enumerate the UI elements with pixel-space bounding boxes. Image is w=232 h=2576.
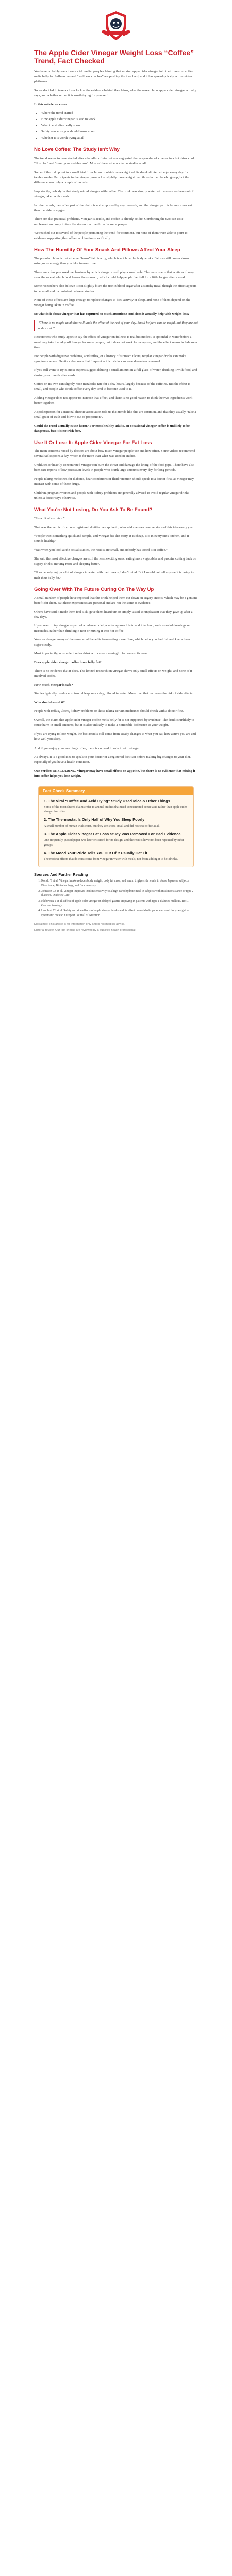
fact-item-text: One frequently quoted paper was later criticised for its design, and the results have not been repeated by other groups. xyxy=(44,838,184,847)
toc-heading: In this article we cover: xyxy=(34,103,69,107)
closing-paragraph: As always, it is a good idea to speak to your doctor or a registered dietitian before making big changes to your diet, especially if you have a health condition. xyxy=(34,755,191,764)
source-link[interactable]: 3. Hlebowicz J et al. Effect of apple cider vinegar on delayed gastric emptying in patients with type 1 diabetes mellitus. BMC Gastroenterology. xyxy=(41,899,198,908)
fact-check-summary-box xyxy=(38,786,194,868)
fact-item xyxy=(39,795,193,815)
fact-item-heading: 4. The Mood Your Pride Tells You Out Of It Usually Get Fit xyxy=(44,850,147,855)
fact-item-text: A small number of human trials exist, but they are short, small and did not test coffee at all. xyxy=(44,824,161,828)
section-heading: How The Humility Of Your Snack And Pillows Affect Your Sleep xyxy=(34,247,180,253)
callout-text: So what is it about vinegar that has captured so much attention? And does it actually help with weight loss? xyxy=(34,312,190,316)
section-paragraph: Some researchers also believe it can slightly blunt the rise in blood sugar after a starchy meal, though the effect appears to be small and inconsistent between studies. xyxy=(34,284,197,294)
fact-item xyxy=(39,814,193,828)
body-paragraph: If you still want to try it, most experts suggest diluting a small amount in a full glass of water, drinking it with food, and rinsing your mouth afterwards. xyxy=(34,368,197,377)
body-paragraph: “But when you look at the actual studies, the results are small, and nobody has tested it in coffee.” xyxy=(34,548,168,552)
brand-logo-icon xyxy=(100,9,132,42)
pull-quote: “There is no magic drink that will undo the effect of the rest of your day. Small helpers can be useful, but they are not a shortcut.” xyxy=(34,320,198,331)
section-heading: What You're Not Losing, Do You Ask To Be Found? xyxy=(34,507,153,513)
footer-note: Editorial review: Our fact checks are reviewed by a qualified health professional. xyxy=(34,928,137,932)
section-heading: Going Over With The Future Curing On The Way Up xyxy=(34,586,154,592)
section-paragraph: None of these effects are large enough to replace changes to diet, activity or sleep, and none of them depend on the vinegar being taken in coffee. xyxy=(34,298,191,308)
list-item: • Whether it is worth trying at all xyxy=(41,135,198,141)
faq-question: How much vinegar is safe? xyxy=(34,683,73,687)
faq-question: Who should avoid it? xyxy=(34,701,65,705)
sources-list xyxy=(34,879,198,918)
top-bar xyxy=(0,0,232,7)
body-paragraph: “People want something quick and simple, and vinegar fits that story. It is cheap, it is in everyone's kitchen, and it sounds healthy.” xyxy=(34,534,189,543)
footer-note: Disclaimer: This article is for information only and is not medical advice. xyxy=(34,922,125,926)
list-item: • Safety concerns you should know about xyxy=(41,129,198,134)
body-paragraph: Coffee on its own can slightly raise metabolic rate for a few hours, largely because of the caffeine. But the effect is small, and people who drink coffee every day tend to become used to it. xyxy=(34,382,190,391)
body-paragraph: A small number of people have reported that the drink helped them cut down on sugary snacks, which may be a genuine benefit for them. But those experiences are personal and are not the same as evidence. xyxy=(34,596,198,605)
source-link[interactable]: 4. Launholt TL et al. Safety and side effects of apple vinegar intake and its effect on metabolic parameters and body weight: a systematic review. European Journal of Nutrition. xyxy=(41,909,198,918)
section-paragraph: There are also practical problems. Vinegar is acidic, and coffee is already acidic. Combining the two can taste unpleasant and may irritate the stomach or the throat in some people. xyxy=(34,217,184,226)
body-paragraph: If you want to try vinegar as part of a balanced diet, a safer approach is to add it to food, such as salad dressings or marinades, rather than drinking it neat or mixing it into hot coffee. xyxy=(34,624,190,633)
section-paragraph: Some of them do point to a small trial from Japan in which overweight adults drank diluted vinegar every day for twelve weeks. Participants in the vinegar groups lost slightly more weight than those in the placebo group, but the difference was only a couple of pounds. xyxy=(34,170,189,184)
sources-heading: Sources And Further Reading xyxy=(34,872,88,877)
fact-box-title: Fact Check Summary xyxy=(39,787,193,795)
body-paragraph: Undiluted or heavily concentrated vinegar can burn the throat and damage the lining of the food pipe. There have also been rare reports of low potassium levels in people who drank large amounts every day for long periods. xyxy=(34,463,195,472)
body-paragraph: For people with digestive problems, acid reflux, or a history of stomach ulcers, regular vinegar drinks can make symptoms worse. Dentists also warn that frequent acidic drinks can wear down tooth enamel. xyxy=(34,354,186,363)
closing-paragraph: Overall, the claim that apple cider vinegar coffee melts belly fat is not supported by evidence. The drink is unlikely to cause harm in small amounts, but it is also unlikely to make a noticeable difference to your weight. xyxy=(34,718,194,727)
list-item: • How apple cider vinegar is said to work xyxy=(41,117,198,122)
body-paragraph: People taking medicines for diabetes, heart conditions or fluid retention should speak to a doctor first, as vinegar may interact with some of these drugs. xyxy=(34,477,194,486)
section-paragraph: The popular claim is that vinegar “burns” fat directly, which is not how the body works. Fat loss still comes down to using more energy than you take in over time. xyxy=(34,257,193,266)
closing-paragraph: If you are trying to lose weight, the best results still come from steady changes to what you eat, how active you are and how well you sleep. xyxy=(34,732,196,741)
callout-text: Could the trend actually cause harm? For most healthy adults, an occasional vinegar coffee is unlikely to be dangerous, but it is not risk free. xyxy=(34,423,190,433)
fact-item-heading: 3. The Apple Cider Vinegar Fat Loss Study Was Removed For Bad Evidence xyxy=(44,831,181,836)
fact-item xyxy=(39,828,193,848)
faq-answer: People with reflux, ulcers, kidney problems or those taking certain medicines should check with a doctor first. xyxy=(34,709,184,714)
section-heading: Use It Or Lose It: Apple Cider Vinegar For Fat Loss xyxy=(34,439,152,446)
source-link[interactable]: 1. Kondo T et al. Vinegar intake reduces body weight, body fat mass, and serum triglyceride levels in obese Japanese subjects. Bioscience, Biotechnology, and Biochemistry. xyxy=(41,879,198,888)
faq-answer: Studies typically used one to two tablespoons a day, diluted in water. More than that increases the risk of side effects. xyxy=(34,692,194,696)
intro-paragraph: You have probably seen it on social media: people claiming that mixing apple cider vinegar into their morning coffee melts belly fat. Influencers and “wellness coaches” are pushing the idea hard, and it has spread quickly across video platforms. xyxy=(34,70,194,84)
logo-area xyxy=(0,7,232,45)
source-link[interactable]: 2. Johnston CS et al. Vinegar improves insulin sensitivity to a high-carbohydrate meal in subjects with insulin resistance or type 2 diabetes. Diabetes Care. xyxy=(41,889,198,898)
body-paragraph: That was the verdict from one registered dietitian we spoke to, who said she sees new versions of this idea every year. xyxy=(34,525,195,529)
body-paragraph: Most importantly, no single food or drink will cause meaningful fat loss on its own. xyxy=(34,652,148,656)
body-paragraph: “It's a bit of a stretch.” xyxy=(34,516,65,520)
fact-item xyxy=(39,848,193,862)
article-content xyxy=(0,48,232,933)
fact-item-text: Some of the most shared claims refer to animal studies that used concentrated acetic acid rather than apple cider vinegar in coffee. xyxy=(44,805,187,814)
body-paragraph: She said the most effective changes are still the least exciting ones: eating more vegetables and protein, cutting back on sugary drinks, moving more and sleeping better. xyxy=(34,556,196,566)
body-paragraph: Children, pregnant women and people with kidney problems are generally advised to avoid regular vinegar drinks unless a doctor says otherwise. xyxy=(34,491,189,500)
list-item: • What the studies really show xyxy=(41,123,198,128)
article-page xyxy=(0,0,232,947)
body-paragraph: A spokesperson for a national dietetic association told us that trends like this are common, and that they usually “take a small grain of truth and blow it out of proportion”. xyxy=(34,410,196,419)
intro-paragraph: So we decided to take a closer look at the evidence behind the claims, what the research on apple cider vinegar actually says, and whether or not it is worth trying for yourself. xyxy=(34,89,196,98)
section-paragraph: In other words, the coffee part of the claim is not supported by any research, and the vinegar part is far more modest than the videos suggest. xyxy=(34,203,192,212)
section-paragraph: We reached out to several of the people promoting the trend for comment, but none of them were able to point to evidence supporting the coffee combination specifically. xyxy=(34,231,188,240)
list-item: • Where the trend started xyxy=(41,111,198,116)
faq-question: Does apple cider vinegar coffee burn belly fat? xyxy=(34,660,102,665)
verdict-callout: Our verdict: MISLEADING. Vinegar may have small effects on appetite, but there is no evidence that mixing it into coffee helps you lose weight. xyxy=(34,769,195,778)
article-headline: The Apple Cider Vinegar Weight Loss “Coffee” Trend, Fact Checked xyxy=(34,48,194,65)
body-paragraph: You can also get many of the same small benefits from eating more fibre, which helps you feel full and keeps blood sugar steady. xyxy=(34,638,192,647)
fact-item-heading: 2. The Thermostat Is Only Half of Why You Sleep Poorly xyxy=(44,817,145,822)
body-paragraph: The main concerns raised by doctors are about how much vinegar people use and how often. Some videos recommend several tablespoons a day, which is far more than what was used in studies. xyxy=(34,449,195,459)
section-heading: No Love Coffee: The Study Isn't Why xyxy=(34,147,120,153)
section-paragraph: Importantly, nobody in that study mixed vinegar with coffee. The drink was simply water with a measured amount of vinegar, taken with meals. xyxy=(34,189,194,198)
closing-paragraph: And if you enjoy your morning coffee, there is no need to ruin it with vinegar. xyxy=(34,746,140,750)
body-paragraph: Others have said it made them feel sick, gave them heartburn or simply tasted so unpleasant that they gave up after a few days. xyxy=(34,610,193,619)
fact-item-text: The modest effects that do exist come from vinegar in water with meals, not from adding it to hot drinks. xyxy=(44,857,178,861)
fact-item-heading: 1. The Viral “Coffee And Acid Dying” Study Used Mice & Other Things xyxy=(44,798,170,803)
faq-answer: There is no evidence that it does. The limited research on vinegar shows only small effects on weight, and none of it involved coffee. xyxy=(34,669,192,679)
body-paragraph: Adding vinegar does not appear to increase that effect, and there is no good reason to think the two ingredients work better together. xyxy=(34,396,193,405)
body-paragraph: Researchers who study appetite say the effect of vinegar on fullness is real but modest. A spoonful in water before a meal may take the edge off hunger for some people, but it does not work for everyone, and the effect seems to fade over time. xyxy=(34,335,197,349)
section-paragraph: The trend seems to have started after a handful of viral videos suggested that a spoonful of vinegar in a hot drink could “flush fat” and “reset your metabolism”. Most of these videos cite no studies at all. xyxy=(34,156,196,165)
toc-list xyxy=(34,111,198,141)
section-paragraph: There are a few proposed mechanisms by which vinegar could play a small role. The main one is that acetic acid may slow the rate at which food leaves the stomach, which could help people feel full for a little longer after a meal. xyxy=(34,270,194,280)
body-paragraph: “If somebody enjoys a bit of vinegar in water with their meals, I don't mind. But I would not tell anyone it is going to melt their belly fat.” xyxy=(34,570,194,580)
